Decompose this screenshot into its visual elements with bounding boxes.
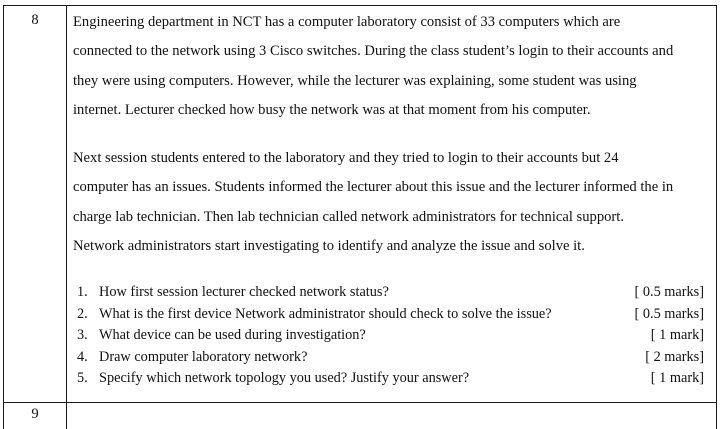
item-text: What is the first device Network administrator should check to solve the issue? xyxy=(99,305,552,322)
table-right-border xyxy=(716,5,717,429)
list-item xyxy=(77,325,704,347)
item-marks: [ 0.5 marks] xyxy=(634,305,704,322)
list-item xyxy=(77,368,704,390)
table-top-border xyxy=(3,5,717,6)
paragraph-line: connected to the network using 3 Cisco switches. During the class student’s login to their accounts and xyxy=(73,43,674,60)
paragraph-line: charge lab technician. Then lab technician called network administrators for technical support. xyxy=(73,208,624,225)
list-item xyxy=(77,347,704,369)
item-marks: [ 1 mark] xyxy=(650,327,704,343)
item-number: 3. xyxy=(77,327,88,343)
paragraph-line: Next session students entered to the laboratory and they tried to login to their accounts but 24 xyxy=(73,150,619,166)
item-number: 4. xyxy=(77,348,88,365)
paragraph-line: computer has an issues. Students informed the lecturer about this issue and the lecturer informed the in xyxy=(73,179,674,196)
item-text: Draw computer laboratory network? xyxy=(99,348,308,365)
question-list xyxy=(77,282,704,390)
question-number: 8 xyxy=(31,12,39,28)
list-item xyxy=(77,282,704,304)
item-number: 2. xyxy=(77,305,88,322)
column-divider xyxy=(66,5,67,429)
scenario-paragraph-2 xyxy=(73,144,713,262)
paragraph-line: internet. Lecturer checked how busy the network was at that moment from his computer. xyxy=(73,102,591,119)
item-marks: [ 2 marks] xyxy=(645,348,704,365)
paragraph-line: Network administrators start investigating to identify and analyze the issue and solve it. xyxy=(73,238,585,255)
item-number: 1. xyxy=(77,284,88,300)
scenario-paragraph-1 xyxy=(73,8,713,126)
item-marks: [ 0.5 marks] xyxy=(634,284,704,300)
table-left-border xyxy=(3,5,4,429)
list-item xyxy=(77,304,704,326)
row-divider xyxy=(3,402,717,403)
question-number: 9 xyxy=(31,406,39,422)
paragraph-line: Engineering department in NCT has a computer laboratory consist of 33 computers which are xyxy=(73,14,621,30)
item-text: How first session lecturer checked network status? xyxy=(99,284,389,300)
item-text: What device can be used during investigation? xyxy=(99,327,366,343)
item-text: Specify which network topology you used? Justify your answer? xyxy=(99,370,470,386)
item-number: 5. xyxy=(77,370,88,386)
item-marks: [ 1 mark] xyxy=(650,370,704,386)
paragraph-line: they were using computers. However, while the lecturer was explaining, some student was using xyxy=(73,72,637,89)
